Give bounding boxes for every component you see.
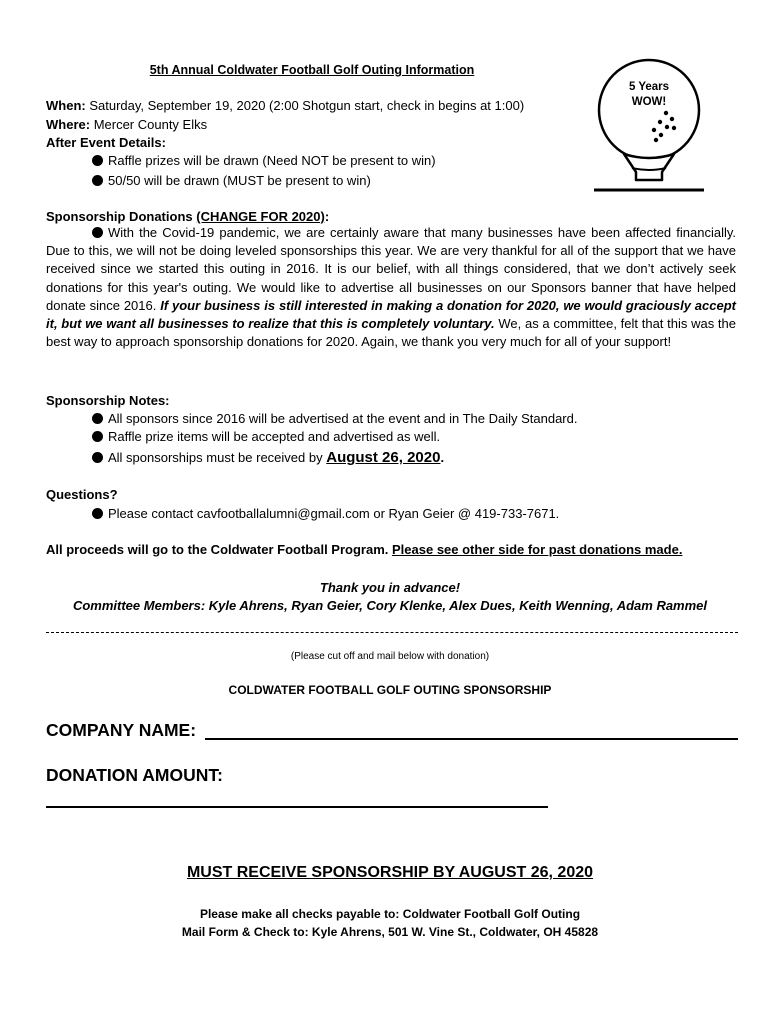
company-name-label: COMPANY NAME: (46, 720, 197, 740)
deadline-heading: MUST RECEIVE SPONSORSHIP BY AUGUST 26, 2020 (186, 864, 594, 881)
donation-amount-label: DONATION AMOUNT: (46, 765, 223, 785)
notes-heading: Sponsorship Notes: (46, 393, 170, 408)
deadline-date: August 26, 2020 (326, 449, 441, 466)
bullet-icon (92, 508, 103, 519)
thanks-line: Thank you in advance! (319, 580, 461, 595)
mail-line: Mail Form & Check to: Kyle Ahrens, 501 W. Vine St., Coldwater, OH 45828 (181, 925, 599, 939)
form-title: COLDWATER FOOTBALL GOLF OUTING SPONSORSHIP (228, 683, 552, 697)
committee-line: Committee Members: Kyle Ahrens, Ryan Geier, Cory Klenke, Alex Dues, Keith Wenning, Adam Rammel (72, 598, 708, 613)
bullet-icon (92, 227, 103, 238)
list-item: All sponsorships must be received by August 26, 2020. (92, 449, 444, 467)
when-label: When: (46, 98, 86, 113)
golf-ball-icon (590, 58, 708, 198)
cut-line (46, 632, 738, 633)
list-item: Please contact cavfootballalumni@gmail.com or Ryan Geier @ 419-733-7671. (92, 505, 559, 523)
bullet-icon (92, 175, 103, 186)
when-value: Saturday, September 19, 2020 (2:00 Shotgun start, check in begins at 1:00) (89, 98, 525, 113)
voluntary-note: If your business is still interested in making a donation for 2020, we would graciously accept it, but we want all businesses to realize that this is completely voluntary. (46, 297, 736, 332)
when-line (46, 97, 524, 115)
bullet-icon (92, 431, 103, 442)
donations-heading: Sponsorship Donations (CHANGE FOR 2020): (46, 209, 330, 224)
where-label: Where: (46, 117, 91, 132)
donations-paragraph: With the Covid-19 pandemic, we are certainly aware that many businesses have been affected financially. Due to this, we will not be doing leveled sponsorships this year. We are very thankful for all of the support that we have received since we started this outing in 2016. It is our belief, with all things considered, that we don’t actively seek donations for this year's outing. We would like to advertise all businesses on our Sponsors banner that have helped donate since 2016. If your business is still interested in making a donation for 2020, we would graciously accept it, but we want all businesses to realize that this is completely voluntary. We, as a committee, felt that this was the best way to approach sponsorship donations for 2020. Again, we thank you very much for all of your support! (46, 225, 736, 350)
bullet-icon (92, 413, 103, 424)
bullet-icon (92, 155, 103, 166)
past-donations-note: Please see other side for past donations made. (392, 542, 683, 557)
list-item: Raffle prize items will be accepted and advertised as well. (92, 428, 440, 446)
change-note: (CHANGE FOR 2020) (196, 209, 325, 224)
list-item: All sponsors since 2016 will be advertised at the event and in The Daily Standard. (92, 410, 577, 428)
cut-note: (Please cut off and mail below with donation) (290, 651, 490, 662)
bullet-icon (92, 452, 103, 463)
list-item: 50/50 will be drawn (MUST be present to win) (92, 172, 371, 190)
payable-line: Please make all checks payable to: Coldwater Football Golf Outing (199, 907, 581, 921)
logo-line-1: 5 Years (628, 81, 670, 93)
company-name-field[interactable] (205, 738, 738, 740)
questions-heading: Questions? (46, 487, 118, 502)
proceeds-line: All proceeds will go to the Coldwater Football Program. Please see other side for past donations made. (46, 542, 683, 557)
donation-amount-field[interactable] (46, 806, 548, 808)
document-title: 5th Annual Coldwater Football Golf Outing Information (149, 63, 475, 77)
after-event-heading: After Event Details: (46, 135, 166, 150)
where-line (46, 116, 207, 134)
where-value: Mercer County Elks (93, 117, 208, 132)
list-item: Raffle prizes will be drawn (Need NOT be present to win) (92, 152, 436, 170)
logo-line-2: WOW! (631, 96, 667, 108)
